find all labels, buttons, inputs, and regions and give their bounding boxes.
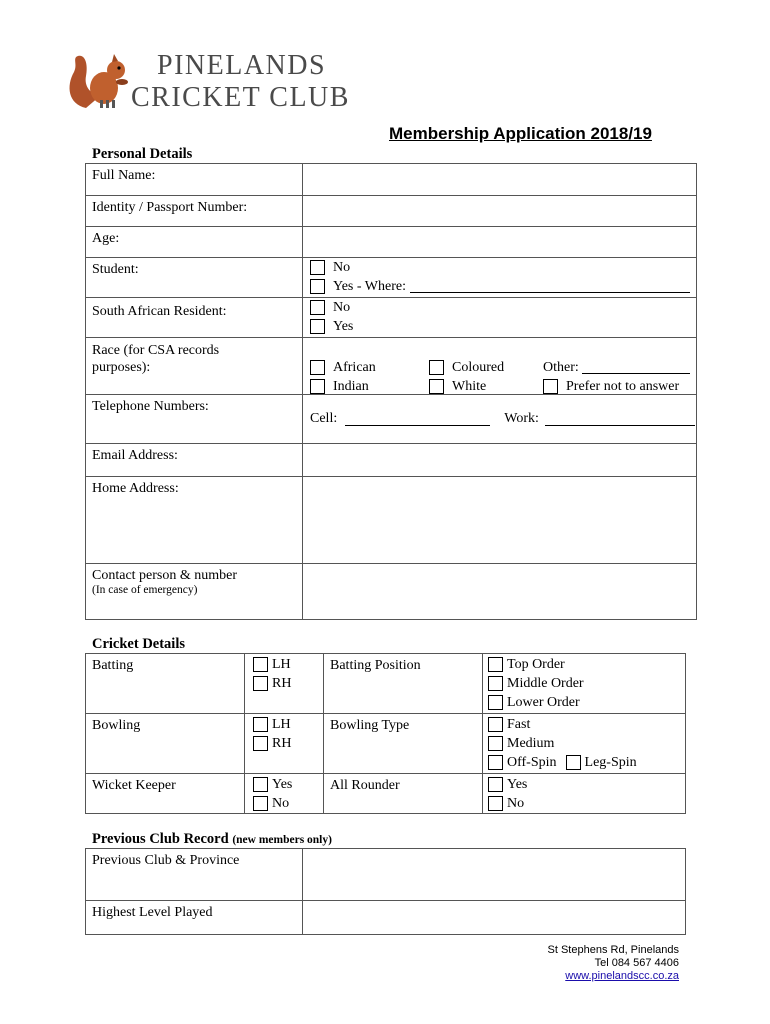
page-title: Membership Application 2018/19 [389, 124, 652, 143]
middle-order-checkbox[interactable] [488, 676, 503, 691]
full-name-field[interactable] [303, 164, 697, 196]
wk-no-checkbox[interactable] [253, 796, 268, 811]
email-label: Email Address: [86, 444, 303, 477]
medium-checkbox[interactable] [488, 736, 503, 751]
student-label: Student: [86, 258, 303, 298]
sa-resident-options [303, 298, 697, 338]
medium-label: Medium [507, 735, 555, 751]
ar-no-label: No [507, 795, 525, 811]
sa-resident-label: South African Resident: [86, 298, 303, 338]
student-where-field[interactable] [410, 280, 690, 293]
previous-club-table [85, 848, 686, 935]
off-spin-checkbox[interactable] [488, 755, 503, 770]
middle-order-label: Middle Order [507, 675, 584, 691]
home-address-field[interactable] [303, 477, 697, 564]
bowling-label: Bowling [86, 714, 245, 774]
logo-text-line2: CRICKET CLUB [131, 82, 350, 113]
all-rounder-options [483, 774, 686, 814]
batting-rh-label: RH [272, 675, 292, 691]
cell-number-field[interactable] [345, 413, 490, 426]
batting-lh-label: LH [272, 656, 291, 672]
telephone-fields [303, 395, 697, 444]
top-order-label: Top Order [507, 656, 565, 672]
student-yes-label: Yes - Where: [333, 278, 406, 294]
student-yes-checkbox[interactable] [310, 279, 325, 294]
resident-yes-label: Yes [333, 318, 354, 334]
bowling-lh-checkbox[interactable] [253, 717, 268, 732]
race-other-field[interactable] [582, 361, 690, 374]
age-label: Age: [86, 227, 303, 258]
student-no-checkbox[interactable] [310, 260, 325, 275]
race-indian-label: Indian [333, 378, 369, 394]
previous-club-field[interactable] [303, 849, 686, 901]
race-white-checkbox[interactable] [429, 379, 444, 394]
race-label-line1: Race (for CSA records [92, 343, 220, 358]
race-white-label: White [452, 378, 487, 394]
email-field[interactable] [303, 444, 697, 477]
leg-spin-checkbox[interactable] [566, 755, 581, 770]
full-name-label: Full Name: [86, 164, 303, 196]
footer-address: St Stephens Rd, Pinelands [547, 944, 679, 956]
race-label-line2: purposes): [92, 360, 151, 375]
race-other-label: Other: [543, 359, 579, 375]
resident-no-checkbox[interactable] [310, 300, 325, 315]
contact-label-text: Contact person & number [92, 568, 238, 583]
bowling-hand-options [245, 714, 324, 774]
cricket-details-heading: Cricket Details [92, 636, 186, 652]
batting-label: Batting [86, 654, 245, 714]
squirrel-logo-icon [64, 50, 134, 110]
ar-yes-label: Yes [507, 776, 528, 792]
telephone-label: Telephone Numbers: [86, 395, 303, 444]
previous-club-heading [92, 831, 332, 848]
wk-no-label: No [272, 795, 290, 811]
race-african-label: African [333, 359, 376, 375]
bowling-lh-label: LH [272, 716, 291, 732]
bowling-type-options [483, 714, 686, 774]
race-label [86, 338, 303, 395]
id-number-field[interactable] [303, 196, 697, 227]
race-african-checkbox[interactable] [310, 360, 325, 375]
contact-note: (In case of emergency) [92, 584, 198, 596]
all-rounder-label: All Rounder [324, 774, 483, 814]
race-coloured-label: Coloured [452, 359, 505, 375]
cricket-details-table [85, 653, 686, 814]
ar-no-checkbox[interactable] [488, 796, 503, 811]
race-prefer-not-label: Prefer not to answer [566, 378, 680, 394]
bowling-rh-checkbox[interactable] [253, 736, 268, 751]
ar-yes-checkbox[interactable] [488, 777, 503, 792]
off-spin-label: Off-Spin [507, 754, 557, 770]
fast-checkbox[interactable] [488, 717, 503, 732]
home-address-label: Home Address: [86, 477, 303, 564]
race-coloured-checkbox[interactable] [429, 360, 444, 375]
leg-spin-label: Leg-Spin [584, 754, 637, 770]
logo-text-line1: PINELANDS [157, 50, 327, 81]
race-options [303, 338, 697, 395]
previous-club-heading-text: Previous Club Record [92, 831, 229, 847]
bowling-type-label: Bowling Type [324, 714, 483, 774]
age-field[interactable] [303, 227, 697, 258]
previous-club-heading-note: (new members only) [232, 834, 332, 846]
fast-label: Fast [507, 716, 531, 732]
lower-order-checkbox[interactable] [488, 695, 503, 710]
wicket-keeper-label: Wicket Keeper [86, 774, 245, 814]
student-options [303, 258, 697, 298]
footer-tel: Tel 084 567 4406 [594, 957, 679, 969]
previous-club-label: Previous Club & Province [86, 849, 303, 901]
work-label: Work: [504, 411, 539, 426]
wk-yes-label: Yes [272, 776, 293, 792]
work-number-field[interactable] [545, 413, 695, 426]
highest-level-field[interactable] [303, 901, 686, 935]
race-prefer-not-checkbox[interactable] [543, 379, 558, 394]
cell-label: Cell: [310, 411, 338, 426]
wk-yes-checkbox[interactable] [253, 777, 268, 792]
student-no-label: No [333, 259, 351, 275]
batting-position-options [483, 654, 686, 714]
batting-lh-checkbox[interactable] [253, 657, 268, 672]
batting-hand-options [245, 654, 324, 714]
contact-label [86, 564, 303, 620]
personal-details-table [85, 163, 697, 620]
highest-level-label: Highest Level Played [86, 901, 303, 935]
wicket-keeper-options [245, 774, 324, 814]
lower-order-label: Lower Order [507, 694, 580, 710]
personal-details-heading: Personal Details [92, 146, 193, 162]
resident-no-label: No [333, 299, 351, 315]
contact-field[interactable] [303, 564, 697, 620]
footer-website-link[interactable]: www.pinelandscc.co.za [565, 970, 679, 982]
top-order-checkbox[interactable] [488, 657, 503, 672]
resident-yes-checkbox[interactable] [310, 319, 325, 334]
race-indian-checkbox[interactable] [310, 379, 325, 394]
batting-rh-checkbox[interactable] [253, 676, 268, 691]
bowling-rh-label: RH [272, 735, 292, 751]
batting-position-label: Batting Position [324, 654, 483, 714]
id-number-label: Identity / Passport Number: [86, 196, 303, 227]
